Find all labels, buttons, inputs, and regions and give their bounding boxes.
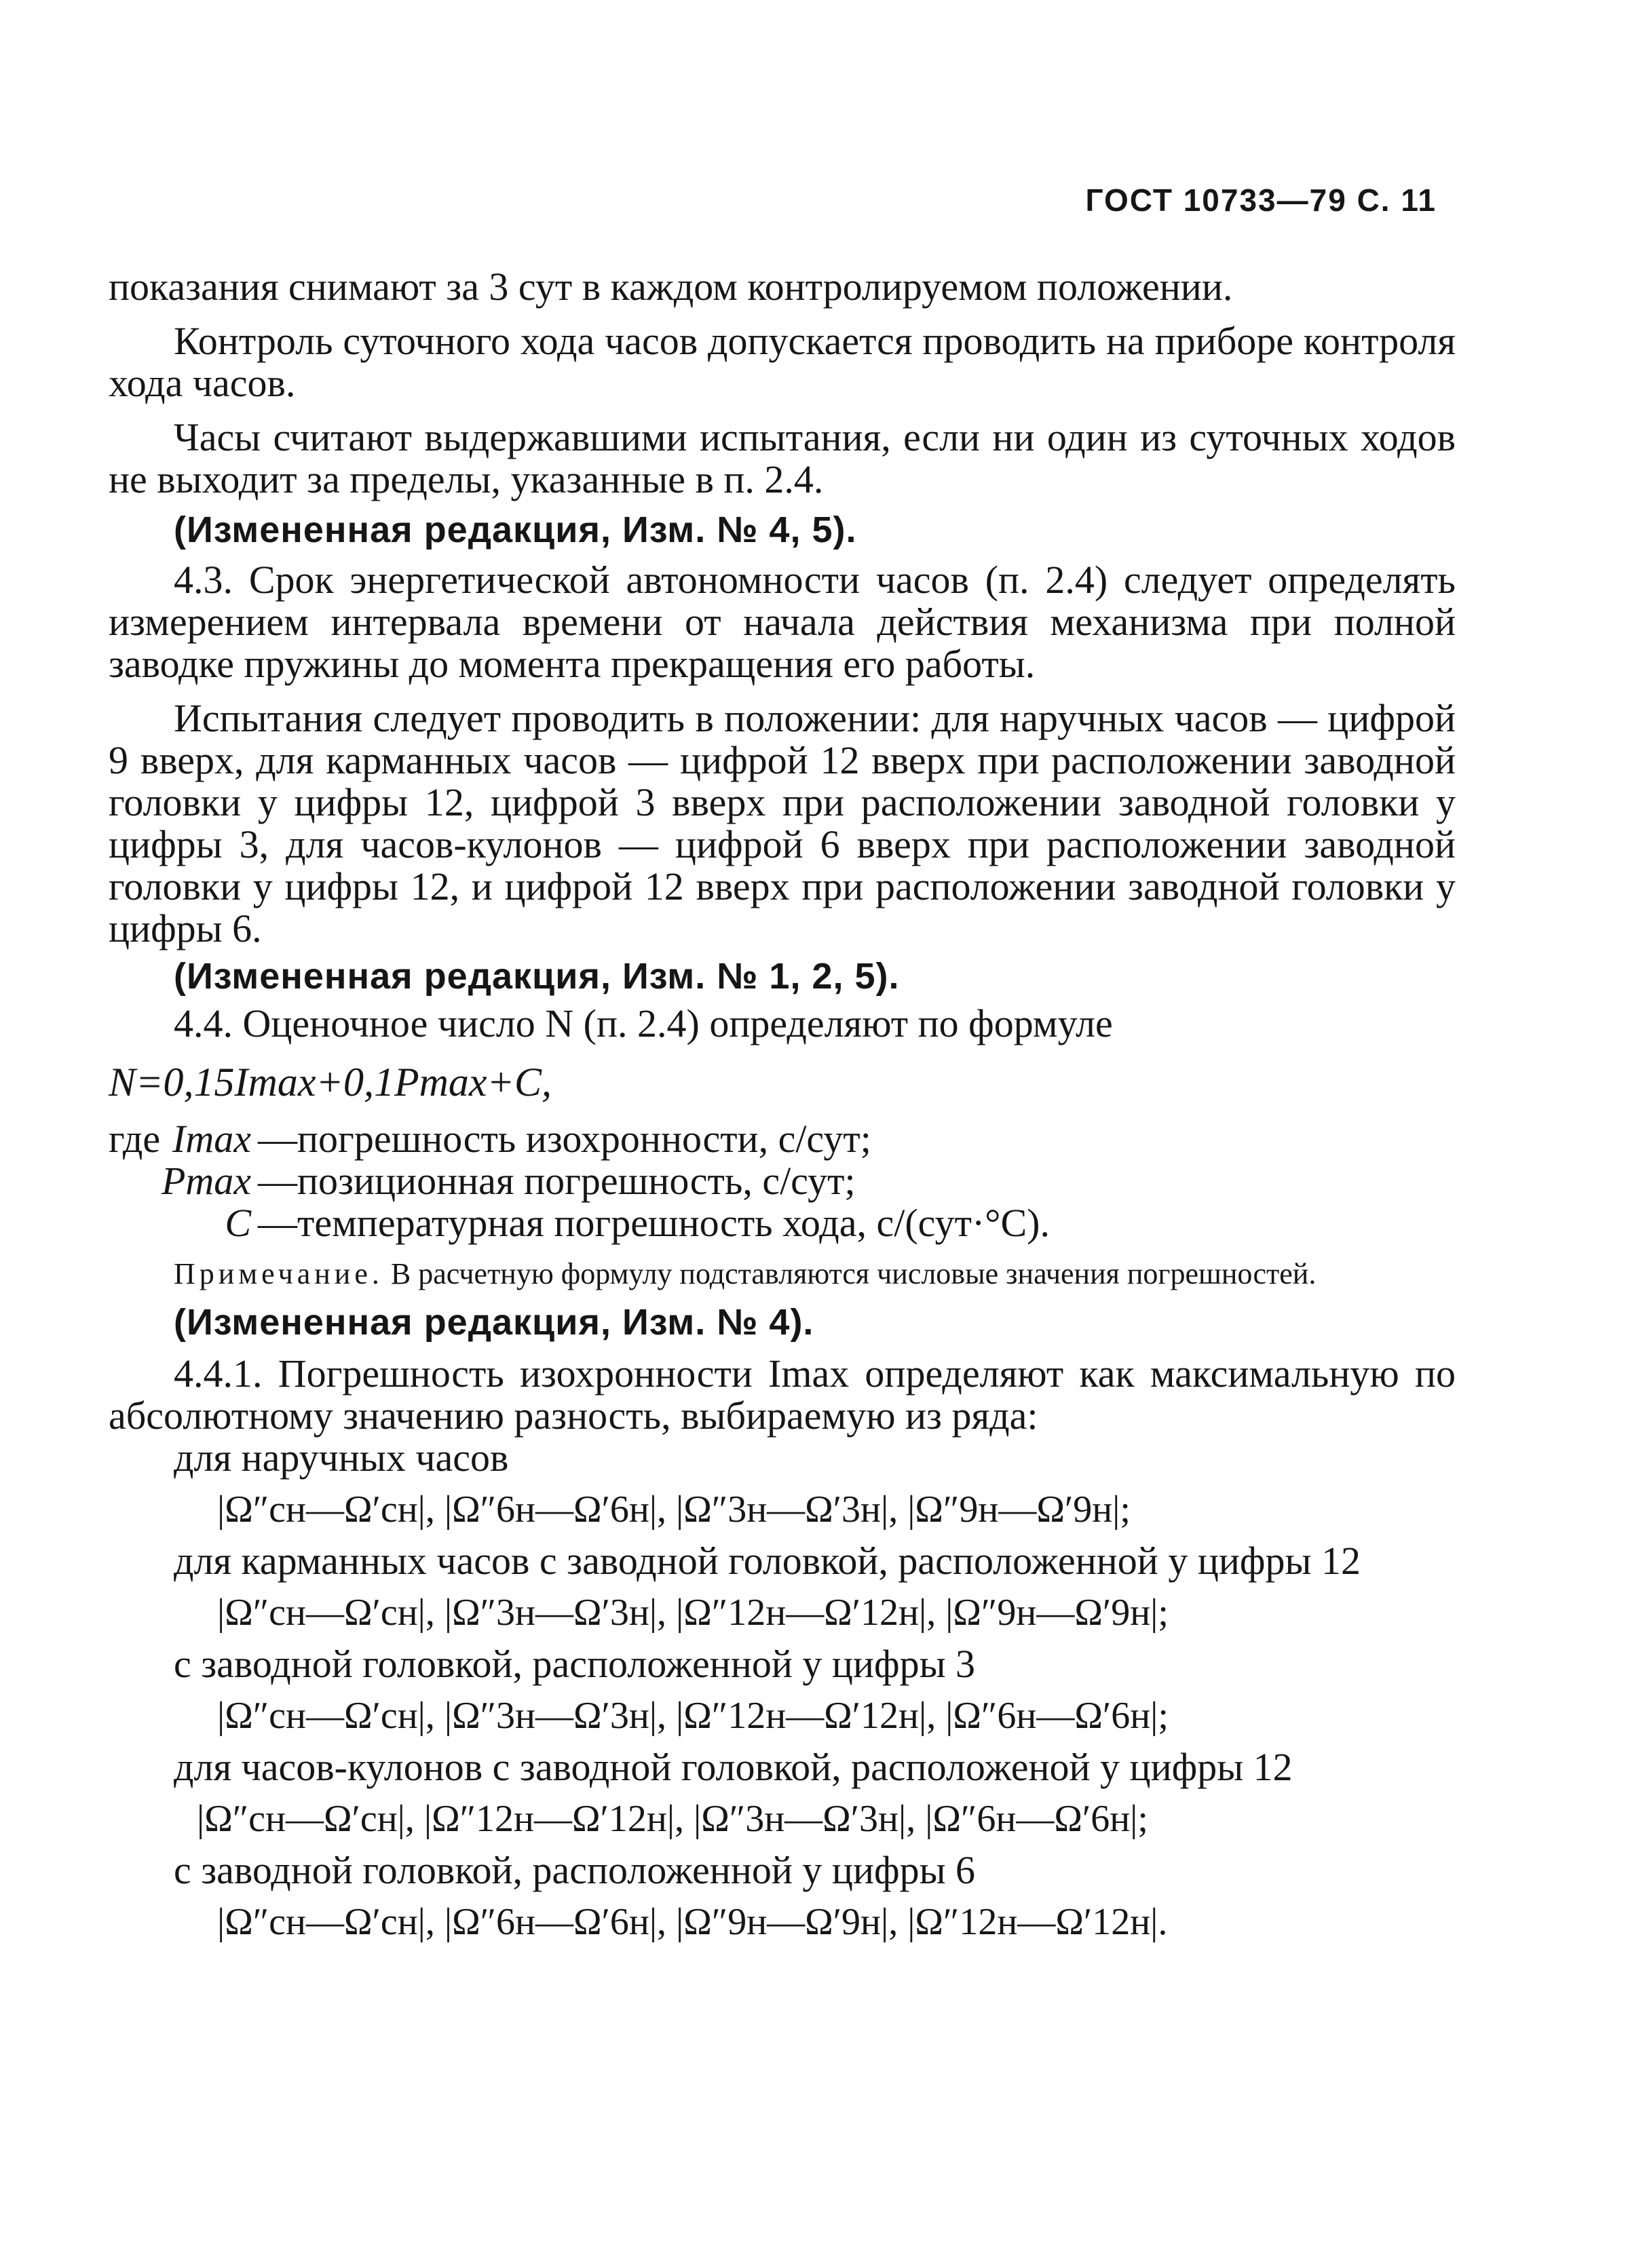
list-label: для наручных часов: [174, 1436, 509, 1480]
paragraph: 4.4. Оценочное число N (п. 2.4) определяют по формуле: [174, 1001, 1113, 1045]
revision-note: (Измененная редакция, Изм. № 4, 5).: [174, 510, 857, 550]
note-label: Примечание.: [174, 1257, 383, 1290]
formula-row: |Ω″сн—Ω′сн|, |Ω″6н—Ω′6н|, |Ω″9н—Ω′9н|, |Ω″12н—Ω′12н|.: [217, 1901, 1168, 1943]
formula-row: |Ω″сн—Ω′сн|, |Ω″12н—Ω′12н|, |Ω″3н—Ω′3н|, |Ω″6н—Ω′6н|;: [197, 1798, 1148, 1840]
list-label: для часов-кулонов с заводной головкой, расположеной у цифры 12: [174, 1745, 1293, 1789]
symbol: Imax: [172, 1117, 251, 1161]
definition: —температурная погрешность хода, с/(сут·°С).: [258, 1201, 1050, 1245]
note-text: В расчетную формулу подставляются числовые значения погрешностей.: [390, 1257, 1317, 1290]
list-label: для карманных часов с заводной головкой, расположенной у цифры 12: [174, 1539, 1361, 1583]
note: [109, 1256, 1456, 1292]
list-label: с заводной головкой, расположенной у цифры 6: [174, 1848, 976, 1892]
body-column: [109, 266, 1456, 1943]
revision-note: (Измененная редакция, Изм. № 4).: [174, 1302, 814, 1343]
definition: —погрешность изохронности, с/сут;: [258, 1117, 871, 1161]
formula-row: |Ω″сн—Ω′сн|, |Ω″3н—Ω′3н|, |Ω″12н—Ω′12н|, |Ω″6н—Ω′6н|;: [217, 1695, 1169, 1737]
symbol: C: [225, 1201, 251, 1245]
paragraph: Контроль суточного хода часов допускается проводить на приборе контроля хода часов.: [109, 319, 1456, 405]
paragraph: показания снимают за 3 сут в каждом контролируемом положении.: [109, 265, 1233, 309]
formula-row: |Ω″сн—Ω′сн|, |Ω″6н—Ω′6н|, |Ω″3н—Ω′3н|, |Ω″9н—Ω′9н|;: [217, 1488, 1131, 1531]
formula-row: |Ω″сн—Ω′сн|, |Ω″3н—Ω′3н|, |Ω″12н—Ω′12н|, |Ω″9н—Ω′9н|;: [217, 1592, 1169, 1634]
paragraph: Испытания следует проводить в положении: для наручных часов — цифрой 9 вверх, для карманных часов — цифрой 12 вверх при расположении заводной головки у цифры 12, цифрой 3 вверх при расположении заводной головки у цифры 3, для часов-кулонов — цифрой 6 вверх при расположении заводной головки у цифры 12, и цифрой 12 вверх при расположении заводной головки у цифры 6.: [109, 696, 1456, 950]
paragraph: 4.4.1. Погрешность изохронности Imax определяют как максимальную по абсолютному значению разность, выбираемую из ряда:: [109, 1351, 1456, 1438]
revision-note: (Измененная редакция, Изм. № 1, 2, 5).: [174, 956, 900, 997]
definition-list: [109, 1118, 1456, 1244]
symbol: Pmax: [161, 1159, 251, 1203]
definition: —позиционная погрешность, с/сут;: [258, 1159, 856, 1203]
formula: N=0,15Imax+0,1Pmax+C,: [109, 1060, 552, 1104]
paragraph: 4.3. Срок энергетической автономности часов (п. 2.4) следует определять измерением интервала времени от начала действия механизма при полной заводке пружины до момента прекращения его работы.: [109, 558, 1456, 686]
page-header: ГОСТ 10733—79 С. 11: [1085, 182, 1437, 218]
where-label: где: [109, 1117, 161, 1161]
list-label: с заводной головкой, расположенной у цифры 3: [174, 1642, 976, 1686]
paragraph: Часы считают выдержавшими испытания, если ни один из суточных ходов не выходит за пределы, указанные в п. 2.4.: [109, 415, 1456, 501]
